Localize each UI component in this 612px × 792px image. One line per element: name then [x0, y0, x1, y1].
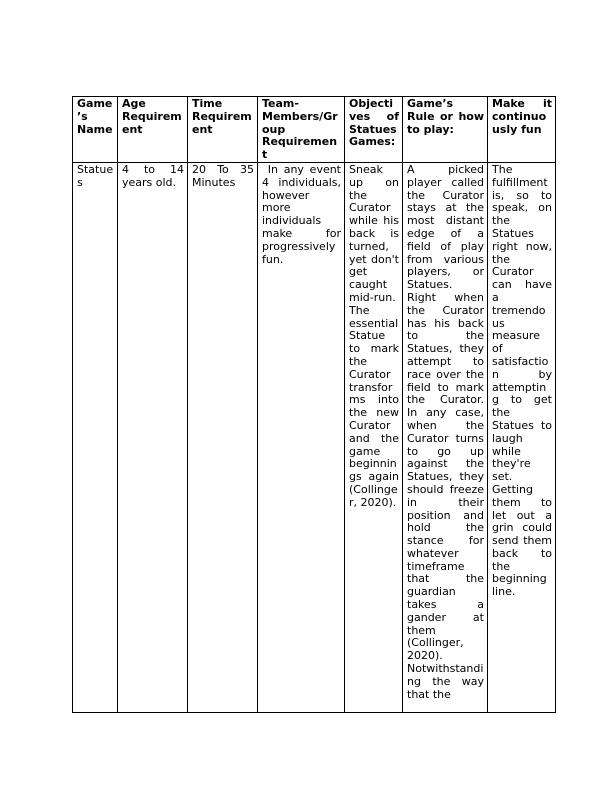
- fun-text: The fulfillment is, so to speak, on the Statues right now, the Curator can have a tremendous measure of satisfaction by attempting to get the Statues to laugh while they're set. Getting them to let out a grin could send them back to the beginning line.: [492, 162, 556, 599]
- cell-game-name: [73, 162, 118, 712]
- header-rules: Game’s Rule or how to play:: [403, 97, 488, 163]
- header-game-name: Game’s Name: [73, 97, 118, 163]
- time-text: 20 To 35 Minutes: [192, 162, 258, 189]
- cell-team: [258, 162, 345, 712]
- header-team-requirement: Team-Members/Group Requirement: [258, 97, 345, 163]
- cell-fun: [488, 162, 556, 712]
- cell-objectives: [345, 162, 403, 712]
- header-age-requirement: Age Requirement: [118, 97, 188, 163]
- game-description-table: [72, 96, 556, 713]
- cell-rules: [403, 162, 488, 712]
- header-time-requirement: Time Requirement: [188, 97, 258, 163]
- cell-time: [188, 162, 258, 712]
- age-text: 4 to 14 years old.: [122, 162, 188, 189]
- table-row: [73, 162, 556, 712]
- objectives-text: Sneak up on the Curator while his back is turned, yet don't get caught mid-run. The essential Statue to mark the Curator transforms into the new Curator and the game beginnings again (Collinger, 2020).: [349, 162, 403, 509]
- header-continuous-fun: Make it continuously fun: [488, 97, 556, 163]
- team-text: In any event 4 individuals, however more individuals make for progressively fun.: [262, 162, 345, 266]
- cell-age: [118, 162, 188, 712]
- game-name-text: Statues: [77, 162, 114, 189]
- table-header-row: [73, 97, 556, 163]
- rules-text: A picked player called the Curator stays at the most distant edge of a field of play from various players, or Statues. Right when the Curator has his back to the Statues, they attempt to race over the field to mark the Curator. In any case, when the Curator turns to go up against the Statues, they should freeze in their position and hold the stance for whatever timeframe that the guardian takes a gander at them (Collinger, 2020). Notwithstanding the way that the: [407, 162, 484, 701]
- header-objectives: Objectives of Statues Games:: [345, 97, 403, 163]
